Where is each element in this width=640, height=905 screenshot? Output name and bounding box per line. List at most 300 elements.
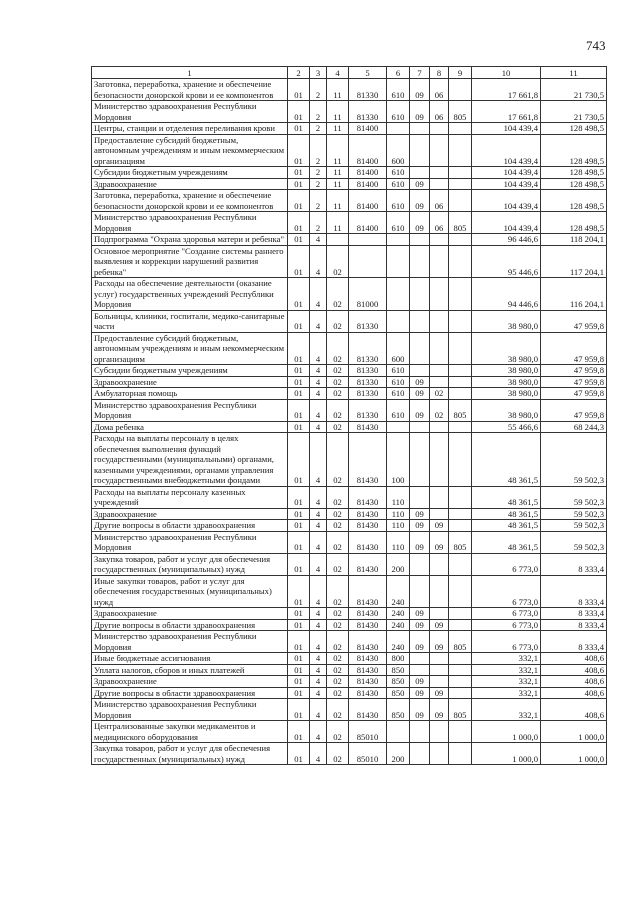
section-code-cell: 09 bbox=[410, 619, 430, 631]
subsection-code-cell bbox=[430, 676, 449, 688]
section-code-cell bbox=[410, 421, 430, 433]
expense-type-code-cell: 110 bbox=[387, 531, 410, 553]
section-code-cell bbox=[410, 653, 430, 665]
section-code-cell: 09 bbox=[410, 531, 430, 553]
amount-col-10-cell: 17 661,8 bbox=[472, 101, 541, 123]
subprogram-code-cell: 4 bbox=[310, 664, 327, 676]
subsection-code-cell bbox=[430, 123, 449, 135]
amount-col-10-cell: 332,1 bbox=[472, 653, 541, 665]
ministry-code-cell bbox=[449, 278, 472, 311]
subprogram-code-cell: 4 bbox=[310, 332, 327, 365]
activity-code-cell: 02 bbox=[327, 388, 349, 400]
subprogram-code-cell: 4 bbox=[310, 653, 327, 665]
section-code-cell bbox=[410, 245, 430, 278]
section-code-cell: 09 bbox=[410, 508, 430, 520]
subprogram-code-cell: 4 bbox=[310, 421, 327, 433]
activity-code-cell: 02 bbox=[327, 365, 349, 377]
table-row bbox=[92, 653, 607, 665]
amount-col-10-cell: 48 361,5 bbox=[472, 508, 541, 520]
amount-col-10-cell: 38 980,0 bbox=[472, 365, 541, 377]
program-code-cell: 01 bbox=[288, 575, 310, 608]
amount-col-10-cell: 38 980,0 bbox=[472, 310, 541, 332]
direction-code-cell: 81430 bbox=[349, 421, 387, 433]
amount-col-11-cell: 128 498,5 bbox=[541, 123, 607, 135]
section-code-cell: 09 bbox=[410, 178, 430, 190]
amount-col-11-cell: 47 959,8 bbox=[541, 399, 607, 421]
table-row bbox=[92, 212, 607, 234]
subsection-code-cell: 09 bbox=[430, 619, 449, 631]
amount-col-11-cell: 8 333,4 bbox=[541, 619, 607, 631]
subprogram-code-cell: 2 bbox=[310, 190, 327, 212]
expense-type-code-cell: 850 bbox=[387, 687, 410, 699]
expense-type-code-cell: 600 bbox=[387, 332, 410, 365]
program-code-cell: 01 bbox=[288, 178, 310, 190]
activity-code-cell: 02 bbox=[327, 433, 349, 487]
table-row bbox=[92, 234, 607, 246]
item-name-cell: Министерство здравоохранения Республики Мордовия bbox=[92, 399, 288, 421]
amount-col-10-cell: 95 446,6 bbox=[472, 245, 541, 278]
item-name-cell: Расходы на выплаты персоналу казенных учреждений bbox=[92, 486, 288, 508]
expense-type-code-cell: 110 bbox=[387, 486, 410, 508]
section-code-cell bbox=[410, 553, 430, 575]
subprogram-code-cell: 2 bbox=[310, 101, 327, 123]
amount-col-11-cell: 8 333,4 bbox=[541, 608, 607, 620]
section-code-cell bbox=[410, 310, 430, 332]
subsection-code-cell bbox=[430, 365, 449, 377]
amount-col-11-cell: 59 502,3 bbox=[541, 486, 607, 508]
subsection-code-cell bbox=[430, 608, 449, 620]
direction-code-cell: 81330 bbox=[349, 376, 387, 388]
table-row bbox=[92, 508, 607, 520]
item-name-cell: Здравоохранение bbox=[92, 376, 288, 388]
ministry-code-cell bbox=[449, 743, 472, 765]
direction-code-cell: 81430 bbox=[349, 687, 387, 699]
direction-code-cell: 81330 bbox=[349, 101, 387, 123]
table-row bbox=[92, 388, 607, 400]
expense-type-code-cell: 610 bbox=[387, 79, 410, 101]
subprogram-code-cell: 4 bbox=[310, 699, 327, 721]
section-code-cell bbox=[410, 486, 430, 508]
activity-code-cell: 02 bbox=[327, 676, 349, 688]
section-code-cell bbox=[410, 167, 430, 179]
amount-col-10-cell: 6 773,0 bbox=[472, 631, 541, 653]
subsection-code-cell: 06 bbox=[430, 101, 449, 123]
item-name-cell: Заготовка, переработка, хранение и обеспечение безопасности донорской крови и ее компонентов bbox=[92, 79, 288, 101]
table-row bbox=[92, 608, 607, 620]
activity-code-cell: 02 bbox=[327, 575, 349, 608]
direction-code-cell: 81430 bbox=[349, 553, 387, 575]
section-code-cell: 09 bbox=[410, 190, 430, 212]
subsection-code-cell: 02 bbox=[430, 388, 449, 400]
ministry-code-cell bbox=[449, 134, 472, 167]
direction-code-cell: 81430 bbox=[349, 608, 387, 620]
table-body bbox=[92, 79, 607, 765]
amount-col-11-cell: 59 502,3 bbox=[541, 433, 607, 487]
subprogram-code-cell: 2 bbox=[310, 134, 327, 167]
direction-code-cell: 81000 bbox=[349, 278, 387, 311]
amount-col-11-cell: 59 502,3 bbox=[541, 508, 607, 520]
table-row bbox=[92, 531, 607, 553]
item-name-cell: Субсидии бюджетным учреждениям bbox=[92, 365, 288, 377]
program-code-cell: 01 bbox=[288, 79, 310, 101]
ministry-code-cell bbox=[449, 365, 472, 377]
subprogram-code-cell: 4 bbox=[310, 687, 327, 699]
amount-col-10-cell: 48 361,5 bbox=[472, 486, 541, 508]
section-code-cell: 09 bbox=[410, 687, 430, 699]
amount-col-10-cell: 6 773,0 bbox=[472, 608, 541, 620]
direction-code-cell: 85010 bbox=[349, 721, 387, 743]
item-name-cell: Другие вопросы в области здравоохранения bbox=[92, 619, 288, 631]
amount-col-10-cell: 94 446,6 bbox=[472, 278, 541, 311]
subsection-code-cell: 09 bbox=[430, 687, 449, 699]
activity-code-cell: 02 bbox=[327, 608, 349, 620]
subprogram-code-cell: 4 bbox=[310, 486, 327, 508]
table-row bbox=[92, 676, 607, 688]
column-header: 1 bbox=[92, 67, 288, 79]
amount-col-11-cell: 21 730,5 bbox=[541, 79, 607, 101]
amount-col-10-cell: 1 000,0 bbox=[472, 743, 541, 765]
table-row bbox=[92, 553, 607, 575]
amount-col-10-cell: 104 439,4 bbox=[472, 123, 541, 135]
table-row bbox=[92, 399, 607, 421]
direction-code-cell: 81400 bbox=[349, 134, 387, 167]
amount-col-11-cell: 116 204,1 bbox=[541, 278, 607, 311]
section-code-cell bbox=[410, 123, 430, 135]
ministry-code-cell: 805 bbox=[449, 212, 472, 234]
program-code-cell: 01 bbox=[288, 388, 310, 400]
direction-code-cell: 81400 bbox=[349, 123, 387, 135]
program-code-cell: 01 bbox=[288, 310, 310, 332]
subsection-code-cell bbox=[430, 575, 449, 608]
table-row bbox=[92, 619, 607, 631]
column-header: 2 bbox=[288, 67, 310, 79]
subprogram-code-cell: 4 bbox=[310, 278, 327, 311]
item-name-cell: Здравоохранение bbox=[92, 178, 288, 190]
subprogram-code-cell: 4 bbox=[310, 388, 327, 400]
activity-code-cell: 11 bbox=[327, 190, 349, 212]
direction-code-cell bbox=[349, 234, 387, 246]
amount-col-11-cell: 408,6 bbox=[541, 664, 607, 676]
program-code-cell: 01 bbox=[288, 653, 310, 665]
program-code-cell: 01 bbox=[288, 721, 310, 743]
item-name-cell: Министерство здравоохранения Республики Мордовия bbox=[92, 699, 288, 721]
activity-code-cell: 02 bbox=[327, 664, 349, 676]
table-row bbox=[92, 433, 607, 487]
amount-col-10-cell: 332,1 bbox=[472, 676, 541, 688]
expense-type-code-cell: 850 bbox=[387, 699, 410, 721]
item-name-cell: Расходы на обеспечение деятельности (оказание услуг) государственных учреждений Республики Мордовия bbox=[92, 278, 288, 311]
subsection-code-cell bbox=[430, 553, 449, 575]
amount-col-10-cell: 104 439,4 bbox=[472, 178, 541, 190]
activity-code-cell: 02 bbox=[327, 687, 349, 699]
direction-code-cell: 81430 bbox=[349, 653, 387, 665]
subprogram-code-cell: 2 bbox=[310, 212, 327, 234]
activity-code-cell: 11 bbox=[327, 79, 349, 101]
amount-col-11-cell: 47 959,8 bbox=[541, 310, 607, 332]
activity-code-cell: 02 bbox=[327, 508, 349, 520]
subsection-code-cell bbox=[430, 421, 449, 433]
program-code-cell: 01 bbox=[288, 433, 310, 487]
subsection-code-cell bbox=[430, 178, 449, 190]
ministry-code-cell bbox=[449, 234, 472, 246]
program-code-cell: 01 bbox=[288, 664, 310, 676]
ministry-code-cell bbox=[449, 167, 472, 179]
subprogram-code-cell: 4 bbox=[310, 399, 327, 421]
ministry-code-cell bbox=[449, 79, 472, 101]
section-code-cell: 09 bbox=[410, 376, 430, 388]
activity-code-cell: 02 bbox=[327, 653, 349, 665]
ministry-code-cell bbox=[449, 376, 472, 388]
subsection-code-cell: 02 bbox=[430, 399, 449, 421]
table-row bbox=[92, 278, 607, 311]
table-row bbox=[92, 332, 607, 365]
expense-type-code-cell: 110 bbox=[387, 508, 410, 520]
activity-code-cell: 02 bbox=[327, 699, 349, 721]
column-header: 6 bbox=[387, 67, 410, 79]
expense-type-code-cell: 240 bbox=[387, 619, 410, 631]
subsection-code-cell bbox=[430, 433, 449, 487]
amount-col-11-cell: 47 959,8 bbox=[541, 376, 607, 388]
amount-col-10-cell: 55 466,6 bbox=[472, 421, 541, 433]
expense-type-code-cell: 850 bbox=[387, 664, 410, 676]
column-header: 4 bbox=[327, 67, 349, 79]
subprogram-code-cell: 4 bbox=[310, 575, 327, 608]
amount-col-11-cell: 118 204,1 bbox=[541, 234, 607, 246]
activity-code-cell: 02 bbox=[327, 721, 349, 743]
program-code-cell: 01 bbox=[288, 619, 310, 631]
direction-code-cell: 81430 bbox=[349, 676, 387, 688]
program-code-cell: 01 bbox=[288, 332, 310, 365]
ministry-code-cell bbox=[449, 608, 472, 620]
ministry-code-cell: 805 bbox=[449, 699, 472, 721]
subsection-code-cell bbox=[430, 332, 449, 365]
program-code-cell: 01 bbox=[288, 190, 310, 212]
section-code-cell: 09 bbox=[410, 388, 430, 400]
table-row bbox=[92, 245, 607, 278]
section-code-cell bbox=[410, 575, 430, 608]
activity-code-cell: 02 bbox=[327, 278, 349, 311]
direction-code-cell bbox=[349, 245, 387, 278]
expense-type-code-cell: 800 bbox=[387, 653, 410, 665]
activity-code-cell: 02 bbox=[327, 310, 349, 332]
ministry-code-cell bbox=[449, 619, 472, 631]
expense-type-code-cell: 200 bbox=[387, 743, 410, 765]
amount-col-10-cell: 6 773,0 bbox=[472, 619, 541, 631]
ministry-code-cell bbox=[449, 676, 472, 688]
table-row bbox=[92, 79, 607, 101]
subsection-code-cell bbox=[430, 721, 449, 743]
direction-code-cell: 81430 bbox=[349, 619, 387, 631]
item-name-cell: Субсидии бюджетным учреждениям bbox=[92, 167, 288, 179]
program-code-cell: 01 bbox=[288, 245, 310, 278]
activity-code-cell: 11 bbox=[327, 212, 349, 234]
direction-code-cell: 81330 bbox=[349, 388, 387, 400]
subprogram-code-cell: 2 bbox=[310, 167, 327, 179]
amount-col-10-cell: 48 361,5 bbox=[472, 531, 541, 553]
section-code-cell bbox=[410, 365, 430, 377]
amount-col-10-cell: 96 446,6 bbox=[472, 234, 541, 246]
expense-type-code-cell: 200 bbox=[387, 553, 410, 575]
expense-type-code-cell: 610 bbox=[387, 167, 410, 179]
item-name-cell: Здравоохранение bbox=[92, 508, 288, 520]
amount-col-11-cell: 128 498,5 bbox=[541, 167, 607, 179]
direction-code-cell: 81330 bbox=[349, 365, 387, 377]
program-code-cell: 01 bbox=[288, 520, 310, 532]
amount-col-11-cell: 8 333,4 bbox=[541, 553, 607, 575]
amount-col-11-cell: 8 333,4 bbox=[541, 575, 607, 608]
item-name-cell: Закупка товаров, работ и услуг для обеспечения государственных (муниципальных) нужд bbox=[92, 553, 288, 575]
section-code-cell: 09 bbox=[410, 699, 430, 721]
item-name-cell: Закупка товаров, работ и услуг для обеспечения государственных (муниципальных) нужд bbox=[92, 743, 288, 765]
expense-type-code-cell bbox=[387, 278, 410, 311]
amount-col-10-cell: 104 439,4 bbox=[472, 190, 541, 212]
ministry-code-cell bbox=[449, 245, 472, 278]
program-code-cell: 01 bbox=[288, 608, 310, 620]
direction-code-cell: 85010 bbox=[349, 743, 387, 765]
direction-code-cell: 81330 bbox=[349, 399, 387, 421]
direction-code-cell: 81330 bbox=[349, 332, 387, 365]
amount-col-11-cell: 59 502,3 bbox=[541, 531, 607, 553]
column-header: 11 bbox=[541, 67, 607, 79]
program-code-cell: 01 bbox=[288, 486, 310, 508]
amount-col-10-cell: 104 439,4 bbox=[472, 134, 541, 167]
ministry-code-cell: 805 bbox=[449, 531, 472, 553]
item-name-cell: Подпрограмма "Охрана здоровья матери и ребенка" bbox=[92, 234, 288, 246]
activity-code-cell: 11 bbox=[327, 167, 349, 179]
subprogram-code-cell: 4 bbox=[310, 721, 327, 743]
activity-code-cell: 02 bbox=[327, 376, 349, 388]
subsection-code-cell: 06 bbox=[430, 212, 449, 234]
expense-type-code-cell bbox=[387, 310, 410, 332]
item-name-cell: Здравоохранение bbox=[92, 608, 288, 620]
expense-type-code-cell: 610 bbox=[387, 388, 410, 400]
section-code-cell: 09 bbox=[410, 631, 430, 653]
section-code-cell bbox=[410, 234, 430, 246]
amount-col-11-cell: 408,6 bbox=[541, 653, 607, 665]
ministry-code-cell bbox=[449, 123, 472, 135]
column-header: 7 bbox=[410, 67, 430, 79]
section-code-cell: 09 bbox=[410, 520, 430, 532]
activity-code-cell: 02 bbox=[327, 553, 349, 575]
program-code-cell: 01 bbox=[288, 553, 310, 575]
amount-col-11-cell: 47 959,8 bbox=[541, 365, 607, 377]
item-name-cell: Центры, станции и отделения переливания крови bbox=[92, 123, 288, 135]
amount-col-11-cell: 128 498,5 bbox=[541, 190, 607, 212]
item-name-cell: Другие вопросы в области здравоохранения bbox=[92, 687, 288, 699]
amount-col-11-cell: 21 730,5 bbox=[541, 101, 607, 123]
section-code-cell bbox=[410, 433, 430, 487]
direction-code-cell: 81400 bbox=[349, 212, 387, 234]
subprogram-code-cell: 4 bbox=[310, 376, 327, 388]
item-name-cell: Централизованные закупки медикаментов и медицинского оборудования bbox=[92, 721, 288, 743]
activity-code-cell: 11 bbox=[327, 123, 349, 135]
subprogram-code-cell: 4 bbox=[310, 531, 327, 553]
direction-code-cell: 81430 bbox=[349, 433, 387, 487]
direction-code-cell: 81430 bbox=[349, 486, 387, 508]
item-name-cell: Здравоохранение bbox=[92, 676, 288, 688]
ministry-code-cell: 805 bbox=[449, 101, 472, 123]
table-row bbox=[92, 421, 607, 433]
amount-col-10-cell: 6 773,0 bbox=[472, 553, 541, 575]
table-row bbox=[92, 743, 607, 765]
expense-type-code-cell bbox=[387, 123, 410, 135]
ministry-code-cell bbox=[449, 310, 472, 332]
column-header: 3 bbox=[310, 67, 327, 79]
budget-table bbox=[91, 66, 607, 765]
item-name-cell: Министерство здравоохранения Республики Мордовия bbox=[92, 212, 288, 234]
activity-code-cell: 11 bbox=[327, 178, 349, 190]
amount-col-11-cell: 408,6 bbox=[541, 687, 607, 699]
subprogram-code-cell: 4 bbox=[310, 433, 327, 487]
amount-col-10-cell: 1 000,0 bbox=[472, 721, 541, 743]
subsection-code-cell bbox=[430, 508, 449, 520]
table-row bbox=[92, 190, 607, 212]
expense-type-code-cell: 240 bbox=[387, 631, 410, 653]
expense-type-code-cell: 610 bbox=[387, 178, 410, 190]
subsection-code-cell bbox=[430, 664, 449, 676]
program-code-cell: 01 bbox=[288, 365, 310, 377]
amount-col-10-cell: 38 980,0 bbox=[472, 399, 541, 421]
section-code-cell: 09 bbox=[410, 101, 430, 123]
subsection-code-cell bbox=[430, 245, 449, 278]
direction-code-cell: 81430 bbox=[349, 631, 387, 653]
expense-type-code-cell bbox=[387, 721, 410, 743]
amount-col-11-cell: 8 333,4 bbox=[541, 631, 607, 653]
activity-code-cell: 02 bbox=[327, 619, 349, 631]
page-number: 743 bbox=[586, 38, 606, 53]
amount-col-10-cell: 38 980,0 bbox=[472, 388, 541, 400]
expense-type-code-cell: 610 bbox=[387, 212, 410, 234]
program-code-cell: 01 bbox=[288, 531, 310, 553]
ministry-code-cell bbox=[449, 508, 472, 520]
subsection-code-cell bbox=[430, 134, 449, 167]
amount-col-11-cell: 128 498,5 bbox=[541, 178, 607, 190]
section-code-cell: 09 bbox=[410, 676, 430, 688]
expense-type-code-cell: 240 bbox=[387, 608, 410, 620]
subprogram-code-cell: 4 bbox=[310, 743, 327, 765]
subsection-code-cell bbox=[430, 310, 449, 332]
item-name-cell: Другие вопросы в области здравоохранения bbox=[92, 520, 288, 532]
program-code-cell: 01 bbox=[288, 376, 310, 388]
program-code-cell: 01 bbox=[288, 212, 310, 234]
direction-code-cell: 81400 bbox=[349, 178, 387, 190]
amount-col-10-cell: 104 439,4 bbox=[472, 167, 541, 179]
subprogram-code-cell: 4 bbox=[310, 234, 327, 246]
table-row bbox=[92, 376, 607, 388]
amount-col-10-cell: 332,1 bbox=[472, 664, 541, 676]
expense-type-code-cell: 100 bbox=[387, 433, 410, 487]
section-code-cell bbox=[410, 134, 430, 167]
subprogram-code-cell: 4 bbox=[310, 310, 327, 332]
expense-type-code-cell: 610 bbox=[387, 365, 410, 377]
table-row bbox=[92, 631, 607, 653]
program-code-cell: 01 bbox=[288, 123, 310, 135]
program-code-cell: 01 bbox=[288, 421, 310, 433]
subprogram-code-cell: 2 bbox=[310, 178, 327, 190]
amount-col-11-cell: 47 959,8 bbox=[541, 332, 607, 365]
subsection-code-cell bbox=[430, 167, 449, 179]
subsection-code-cell bbox=[430, 743, 449, 765]
item-name-cell: Министерство здравоохранения Республики Мордовия bbox=[92, 631, 288, 653]
item-name-cell: Расходы на выплаты персоналу в целях обеспечения выполнения функций государственными (муниципальными) органами, казенными учреждениями, органами управления государственными внебюджетными фондами bbox=[92, 433, 288, 487]
activity-code-cell: 02 bbox=[327, 486, 349, 508]
column-header: 10 bbox=[472, 67, 541, 79]
subsection-code-cell: 06 bbox=[430, 190, 449, 212]
table-row bbox=[92, 365, 607, 377]
expense-type-code-cell: 610 bbox=[387, 101, 410, 123]
expense-type-code-cell: 850 bbox=[387, 676, 410, 688]
direction-code-cell: 81400 bbox=[349, 167, 387, 179]
